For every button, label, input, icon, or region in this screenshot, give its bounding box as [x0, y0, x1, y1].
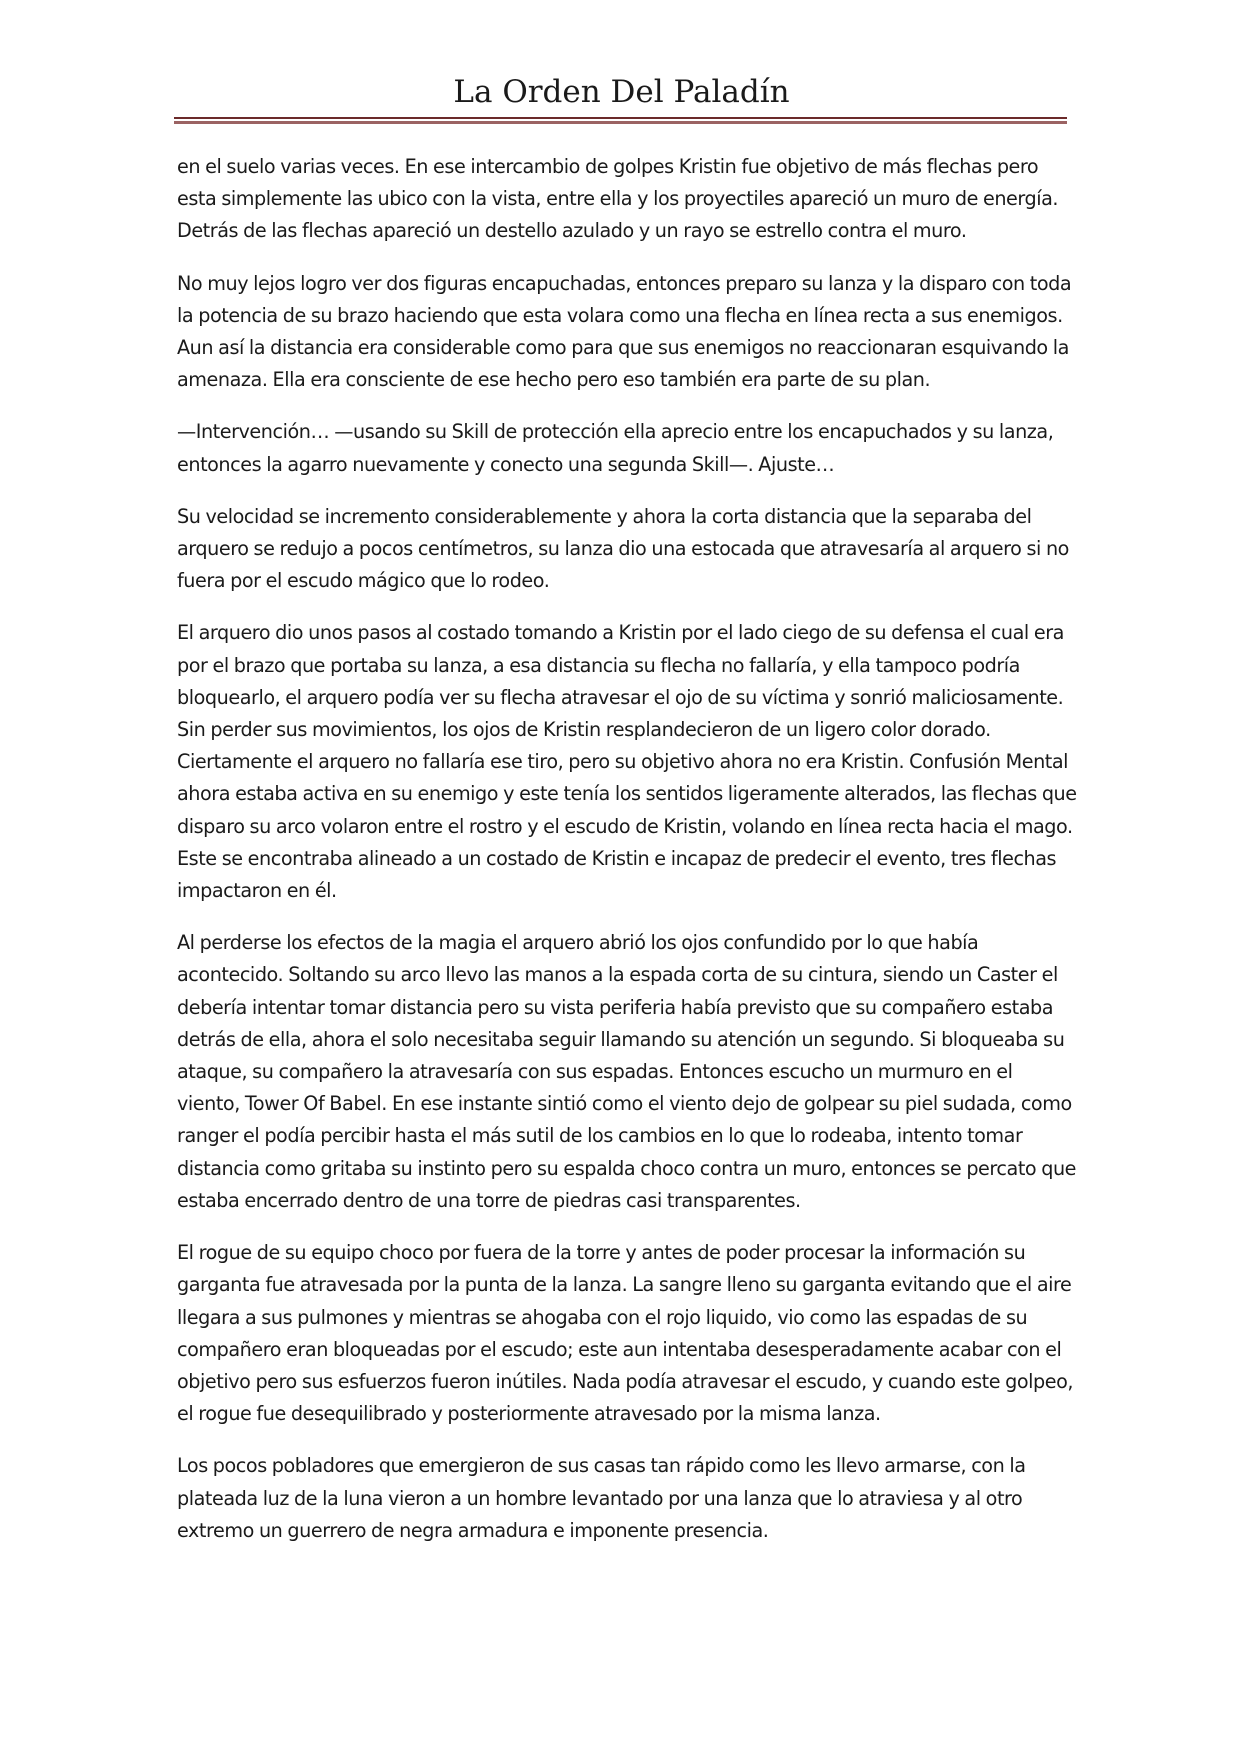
paragraph-8: Los pocos pobladores que emergieron de sus casas tan rápido como les llevo armarse, con la plateada luz de la luna vieron a un hombre levantado por una lanza que lo atraviesa y al otro extremo un guerrero de negra armadura e imponente presencia. — [177, 1454, 1026, 1542]
header-divider-shadow — [174, 121, 1067, 124]
page-body — [177, 151, 1077, 1567]
paragraph-7: El rogue de su equipo choco por fuera de la torre y antes de poder procesar la información su garganta fue atravesada por la punta de la lanza. La sangre lleno su garganta evitando que el aire llegara a sus pulmones y mientras se ahogaba con el rojo liquido, vio como las espadas de su compañero eran bloqueadas por el escudo; este aun intentaba desesperadamente acabar con el objetivo pero sus esfuerzos fueron inútiles. Nada podía atravesar el escudo, y cuando este golpeo, el rogue fue desequilibrado y posteriormente atravesado por la misma lanza. — [177, 1241, 1074, 1426]
paragraph-2: No muy lejos logro ver dos figuras encapuchadas, entonces preparo su lanza y la disparo con toda la potencia de su brazo haciendo que esta volara como una flecha en línea recta a sus enemigos. Aun así la distancia era considerable como para que sus enemigos no reaccionaran esquivando la amenaza. Ella era consciente de ese hecho pero eso también era parte de su plan. — [177, 271, 1072, 392]
paragraph-1: en el suelo varias veces. En ese intercambio de golpes Kristin fue objetivo de más flechas pero esta simplemente las ubico con la vista, entre ella y los proyectiles apareció un muro de energía. Detrás de las flechas apareció un destello azulado y un rayo se estrello contra el muro. — [177, 155, 1059, 243]
page-title: La Orden Del Paladín — [453, 74, 790, 110]
paragraph-4: Su velocidad se incremento considerablemente y ahora la corta distancia que la separaba del arquero se redujo a pocos centímetros, su lanza dio una estocada que atravesaría al arquero si no fuera por el escudo mágico que lo rodeo. — [177, 504, 1069, 593]
header-divider — [174, 117, 1067, 119]
paragraph-3: —Intervención… —usando su Skill de protección ella aprecio entre los encapuchados y su lanza, entonces la agarro nuevamente y conecto una segunda Skill—. Ajuste… — [177, 420, 1054, 476]
paragraph-6: Al perderse los efectos de la magia el arquero abrió los ojos confundido por lo que había acontecido. Soltando su arco llevo las manos a la espada corta de su cintura, siendo un Caster el debería intentar tomar distancia pero su vista periferia había previsto que su compañero estaba detrás de ella, ahora el solo necesitaba seguir llamando su atención un segundo. Si bloqueaba su ataque, su compañero la atravesaría con sus espadas. Entonces escucho un murmuro en el viento, Tower Of Babel. En ese instante sintió como el viento dejo de golpear su piel sudada, como ranger el podía percibir hasta el más sutil de los cambios en lo que lo rodeaba, intento tomar distancia como gritaba su instinto pero su espalda choco contra un muro, entonces se percato que estaba encerrado dentro de una torre de piedras casi transparentes. — [177, 931, 1077, 1212]
paragraph-5: El arquero dio unos pasos al costado tomando a Kristin por el lado ciego de su defensa el cual era por el brazo que portaba su lanza, a esa distancia su flecha no fallaría, y ella tampoco podría bloquearlo, el arquero podía ver su flecha atravesar el ojo de su víctima y sonrió maliciosamente. Sin perder sus movimientos, los ojos de Kristin resplandecieron de un ligero color dorado. Ciertamente el arquero no fallaría ese tiro, pero su objetivo ahora no era Kristin. Confusión Mental ahora estaba activa en su enemigo y este tenía los sentidos ligeramente alterados, las flechas que disparo su arco volaron entre el rostro y el escudo de Kristin, volando en línea recta hacia el mago. Este se encontraba alineado a un costado de Kristin e incapaz de predecir el evento, tres flechas impactaron en él. — [177, 621, 1077, 903]
page-header — [174, 72, 1067, 124]
